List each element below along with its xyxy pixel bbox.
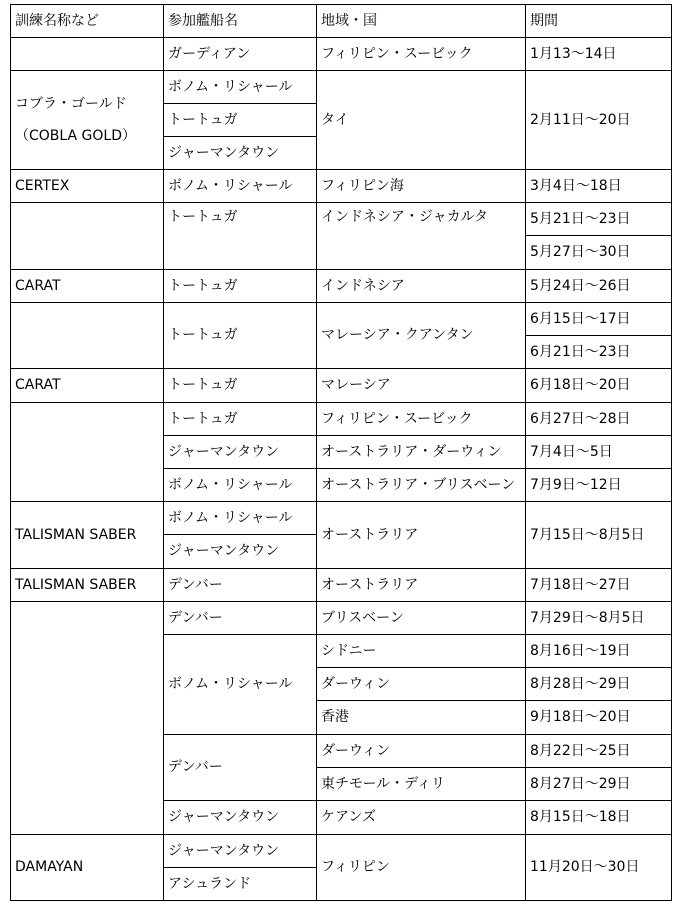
regions-cell	[316, 70, 525, 169]
regions-cell-text: インドネシア・ジャカルタ	[321, 209, 489, 225]
exercise-cell	[10, 269, 163, 302]
ships-cell	[163, 734, 316, 800]
periods-cell	[525, 601, 672, 634]
periods-cell-text: 5月24日～26日	[530, 277, 631, 294]
regions-cell	[316, 834, 525, 900]
regions-cell	[316, 269, 525, 302]
ships-cell	[163, 37, 316, 70]
regions-cell-text: インドネシア	[321, 277, 405, 294]
regions-cell-text: ブリスベーン	[321, 609, 404, 626]
periods-cell-text: 8月16日～19日	[530, 642, 631, 659]
regions-cell-text: オーストラリア・ダーウィン	[321, 443, 502, 460]
regions-cell-text: フィリピン	[321, 859, 390, 875]
regions-cell	[316, 800, 525, 834]
ships-cell	[163, 202, 316, 269]
periods-cell-text: 1月13～14日	[530, 45, 617, 62]
exercise-cell	[10, 368, 163, 402]
ships-cell-text: ジャーマンタウン	[168, 842, 280, 859]
ships-cell-text: トートュガ	[168, 410, 238, 427]
ships-cell	[163, 867, 316, 900]
header-cell	[316, 4, 525, 37]
periods-cell-text: 6月15日～17日	[530, 310, 631, 327]
ships-cell	[163, 568, 316, 601]
ships-cell	[163, 368, 316, 402]
ships-cell-text: ジャーマンタウン	[168, 543, 280, 559]
ships-cell-text: トートュガ	[168, 327, 238, 343]
ships-cell-text: トートュガ	[168, 209, 238, 225]
ships-cell	[163, 70, 316, 103]
ships-cell-text: ボノム・リシャール	[168, 78, 293, 95]
regions-cell-text: フィリピン・スービック	[321, 410, 473, 427]
regions-cell	[316, 501, 525, 568]
exercise-cell	[10, 37, 163, 70]
ships-cell	[163, 800, 316, 834]
periods-cell	[525, 368, 672, 402]
regions-cell	[316, 667, 525, 700]
exercise-cell	[10, 601, 163, 834]
ships-cell-text: デンバー	[168, 576, 223, 593]
header-cell	[525, 4, 672, 37]
ships-cell-text: ガーディアン	[168, 45, 251, 62]
ships-cell-text: ジャーマンタウン	[168, 809, 280, 825]
periods-cell	[525, 767, 672, 800]
exercise-cell	[10, 302, 163, 368]
header-cell-text: 参加艦船名	[168, 12, 238, 29]
periods-cell-text: 5月27日～30日	[530, 244, 631, 260]
periods-cell	[525, 634, 672, 667]
grid-line	[525, 4, 526, 901]
periods-cell	[525, 202, 672, 235]
exercise-cell	[10, 169, 163, 202]
ships-cell	[163, 501, 316, 534]
regions-cell-text: フィリピン・スービック	[321, 45, 473, 62]
regions-cell-text: ダーウィン	[321, 742, 391, 759]
regions-cell-text: オーストラリア・ブリスベーン	[321, 476, 516, 493]
ships-cell-text: ボノム・リシャール	[168, 676, 293, 692]
periods-cell	[525, 700, 672, 734]
periods-cell-text: 6月18日～20日	[530, 377, 631, 393]
regions-cell-text: マレーシア	[321, 377, 391, 393]
periods-cell-text: 2月11日～20日	[530, 111, 631, 128]
periods-cell-text: 8月22日～25日	[530, 742, 631, 759]
periods-cell	[525, 70, 672, 169]
exercise-cell-text: CARAT	[15, 277, 61, 294]
regions-cell-text: フィリピン海	[321, 177, 404, 194]
ships-cell	[163, 103, 316, 136]
exercise-cell-text: TALISMAN SABER	[15, 526, 137, 543]
regions-cell	[316, 402, 525, 435]
periods-cell-text: 7月4日～5日	[530, 443, 613, 460]
header-cell-text: 訓練名称など	[15, 12, 99, 29]
periods-cell-text: 8月28日～29日	[530, 675, 631, 692]
ships-cell	[163, 468, 316, 501]
periods-cell	[525, 734, 672, 767]
regions-cell	[316, 767, 525, 800]
ships-cell-text: ボノム・リシャール	[168, 476, 293, 493]
ships-cell-text: デンバー	[168, 609, 223, 626]
exercise-cell-text: TALISMAN SABER	[15, 576, 137, 593]
ships-cell-text: ジャーマンタウン	[168, 443, 280, 460]
periods-cell-text: 11月20日～30日	[530, 859, 640, 875]
regions-cell	[316, 435, 525, 468]
exercise-schedule-table	[10, 4, 672, 901]
periods-cell-text: 7月15日～8月5日	[530, 526, 645, 543]
header-cell	[163, 4, 316, 37]
ships-cell-text: デンバー	[168, 759, 223, 775]
periods-cell	[525, 468, 672, 501]
regions-cell	[316, 700, 525, 734]
exercise-cell	[10, 834, 163, 900]
periods-cell-text: 7月29日～8月5日	[530, 609, 645, 626]
header-cell	[10, 4, 163, 37]
exercise-cell	[10, 501, 163, 568]
regions-cell	[316, 37, 525, 70]
header-cell-text: 期間	[530, 12, 558, 29]
ships-cell	[163, 136, 316, 169]
exercise-cell	[10, 70, 163, 169]
periods-cell	[525, 501, 672, 568]
regions-cell-text: オーストラリア	[321, 526, 419, 543]
periods-cell-text: 8月27日～29日	[530, 775, 631, 792]
periods-cell	[525, 800, 672, 834]
exercise-cell	[10, 402, 163, 501]
ships-cell-text: ボノム・リシャール	[168, 509, 293, 526]
periods-cell-text: 5月21日～23日	[530, 210, 631, 227]
periods-cell	[525, 568, 672, 601]
periods-cell	[525, 269, 672, 302]
ships-cell	[163, 435, 316, 468]
periods-cell-text: 7月9日～12日	[530, 476, 622, 493]
regions-cell	[316, 368, 525, 402]
regions-cell-text: マレーシア・クアンタン	[321, 327, 474, 343]
periods-cell	[525, 235, 672, 269]
ships-cell	[163, 169, 316, 202]
periods-cell-text: 6月21日～23日	[530, 343, 631, 360]
regions-cell	[316, 468, 525, 501]
periods-cell-text: 6月27日～28日	[530, 410, 631, 427]
exercise-cell	[10, 202, 163, 269]
regions-cell-text: タイ	[321, 111, 349, 128]
regions-cell	[316, 601, 525, 634]
regions-cell	[316, 202, 525, 269]
periods-cell	[525, 37, 672, 70]
exercise-cell-text: CERTEX	[15, 177, 70, 194]
ships-cell	[163, 269, 316, 302]
ships-cell-text: ボノム・リシャール	[168, 177, 293, 194]
periods-cell	[525, 402, 672, 435]
regions-cell	[316, 634, 525, 667]
periods-cell	[525, 435, 672, 468]
periods-cell	[525, 834, 672, 900]
periods-cell	[525, 169, 672, 202]
ships-cell	[163, 402, 316, 435]
ships-cell-text: トートュガ	[168, 377, 238, 393]
grid-line	[671, 4, 672, 901]
regions-cell	[316, 302, 525, 368]
exercise-cell	[10, 568, 163, 601]
ships-cell	[163, 302, 316, 368]
regions-cell	[316, 734, 525, 767]
ships-cell	[163, 834, 316, 867]
exercise-cell-line: （COBLA GOLD）	[15, 127, 136, 144]
exercise-cell-line: コブラ・ゴールド	[15, 95, 127, 112]
grid-line	[10, 900, 672, 901]
regions-cell-text: シドニー	[321, 642, 377, 659]
ships-cell-text: ジャーマンタウン	[168, 144, 280, 161]
grid-line	[163, 4, 164, 901]
regions-cell-text: ケアンズ	[321, 809, 377, 825]
ships-cell	[163, 534, 316, 568]
grid-line	[316, 4, 317, 901]
periods-cell	[525, 302, 672, 335]
ships-cell-text: トートュガ	[168, 111, 238, 128]
periods-cell-text: 8月15日～18日	[530, 809, 631, 825]
header-cell-text: 地域・国	[321, 12, 377, 29]
regions-cell-text: オーストラリア	[321, 576, 419, 593]
periods-cell-text: 7月18日～27日	[530, 576, 631, 593]
exercise-cell-text: DAMAYAN	[15, 859, 84, 875]
periods-cell	[525, 667, 672, 700]
grid-line	[10, 4, 672, 5]
regions-cell	[316, 169, 525, 202]
regions-cell-text: 香港	[321, 709, 349, 725]
regions-cell	[316, 568, 525, 601]
regions-cell-text: ダーウィン	[321, 675, 391, 692]
regions-cell-text: 東チモール・ディリ	[321, 775, 446, 792]
ships-cell-text: アシュランド	[168, 875, 252, 892]
ships-cell-text: トートュガ	[168, 277, 238, 294]
periods-cell-text: 9月18日～20日	[530, 709, 631, 725]
periods-cell-text: 3月4日～18日	[530, 177, 622, 194]
ships-cell	[163, 601, 316, 634]
ships-cell	[163, 634, 316, 734]
grid-line	[10, 4, 11, 901]
periods-cell	[525, 335, 672, 368]
exercise-cell-text: CARAT	[15, 377, 61, 393]
